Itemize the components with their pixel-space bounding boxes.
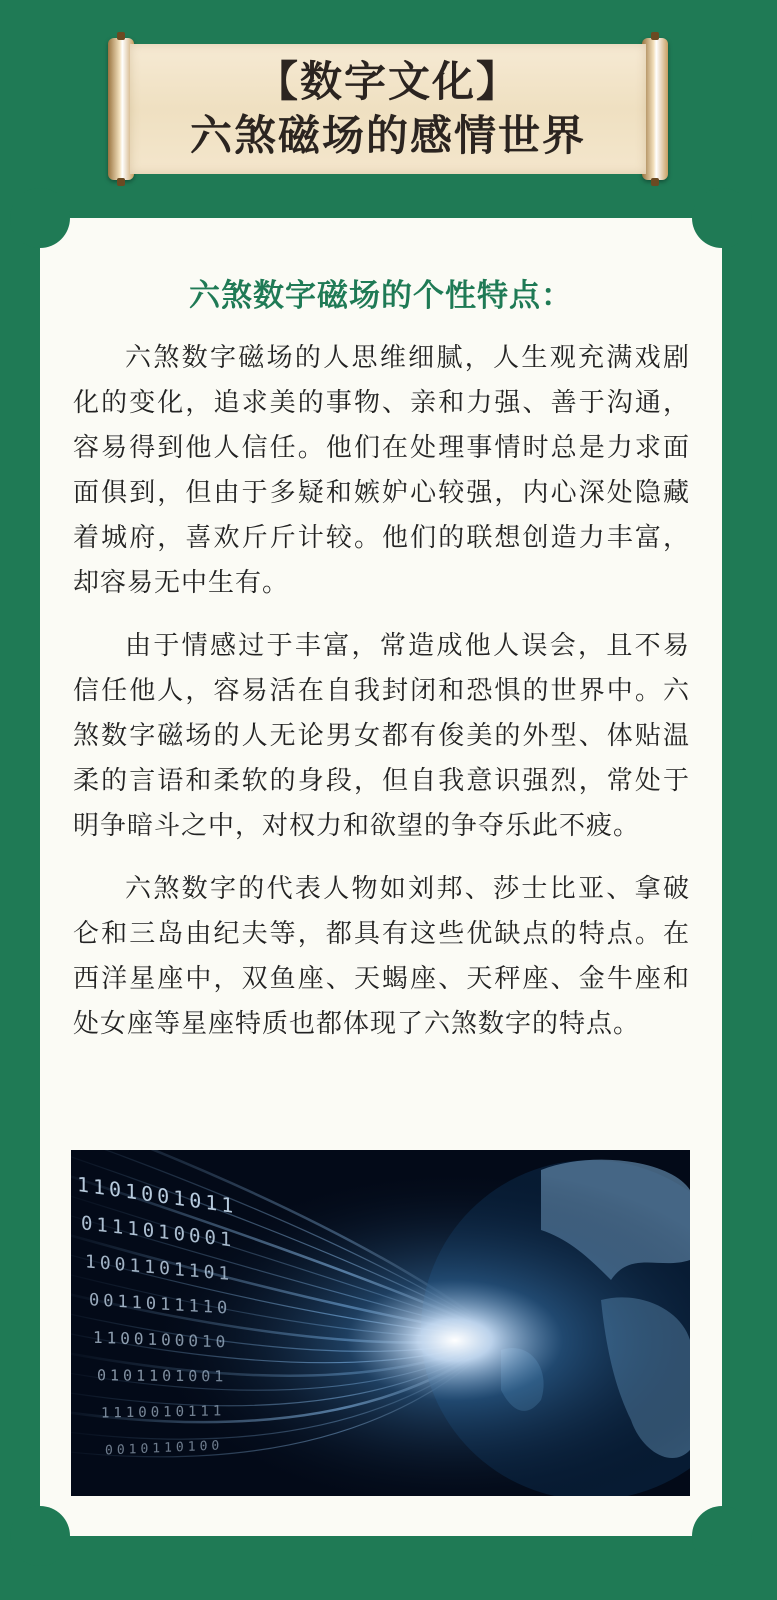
article-body <box>73 336 690 1065</box>
content-card <box>40 218 722 1536</box>
section-heading: 六煞数字磁场的个性特点： <box>189 278 573 314</box>
card-corner-notch <box>692 188 752 248</box>
card-corner-notch <box>10 188 70 248</box>
scroll-paper <box>130 44 646 174</box>
card-corner-notch <box>692 1506 752 1566</box>
digital-globe-illustration <box>71 1150 690 1496</box>
banner-category: 【数字文化】 <box>255 57 520 106</box>
digital-globe-image <box>71 1150 690 1496</box>
paragraph-3: 六煞数字的代表人物如刘邦、莎士比亚、拿破仑和三岛由纪夫等，都具有这些优缺点的特点。在西洋星座中，双鱼座、天蝎座、天秤座、金牛座和处女座等星座特质也都体现了六煞数字的特点。 <box>73 874 690 1039</box>
title-scroll-banner <box>108 34 668 184</box>
banner-title: 六煞磁场的感情世界 <box>189 111 586 160</box>
card-corner-notch <box>10 1506 70 1566</box>
paragraph-1: 六煞数字磁场的人思维细腻，人生观充满戏剧化的变化，追求美的事物、亲和力强、善于沟通，容易得到他人信任。他们在处理事情时总是力求面面俱到，但由于多疑和嫉妒心较强，内心深处隐藏着城府，喜欢斤斤计较。他们的联想创造力丰富，却容易无中生有。 <box>73 343 690 598</box>
paragraph-2: 由于情感过于丰富，常造成他人误会，且不易信任他人，容易活在自我封闭和恐惧的世界中。六煞数字磁场的人无论男女都有俊美的外型、体贴温柔的言语和柔软的身段，但自我意识强烈，常处于明争暗斗之中，对权力和欲望的争夺乐此不疲。 <box>73 631 690 841</box>
